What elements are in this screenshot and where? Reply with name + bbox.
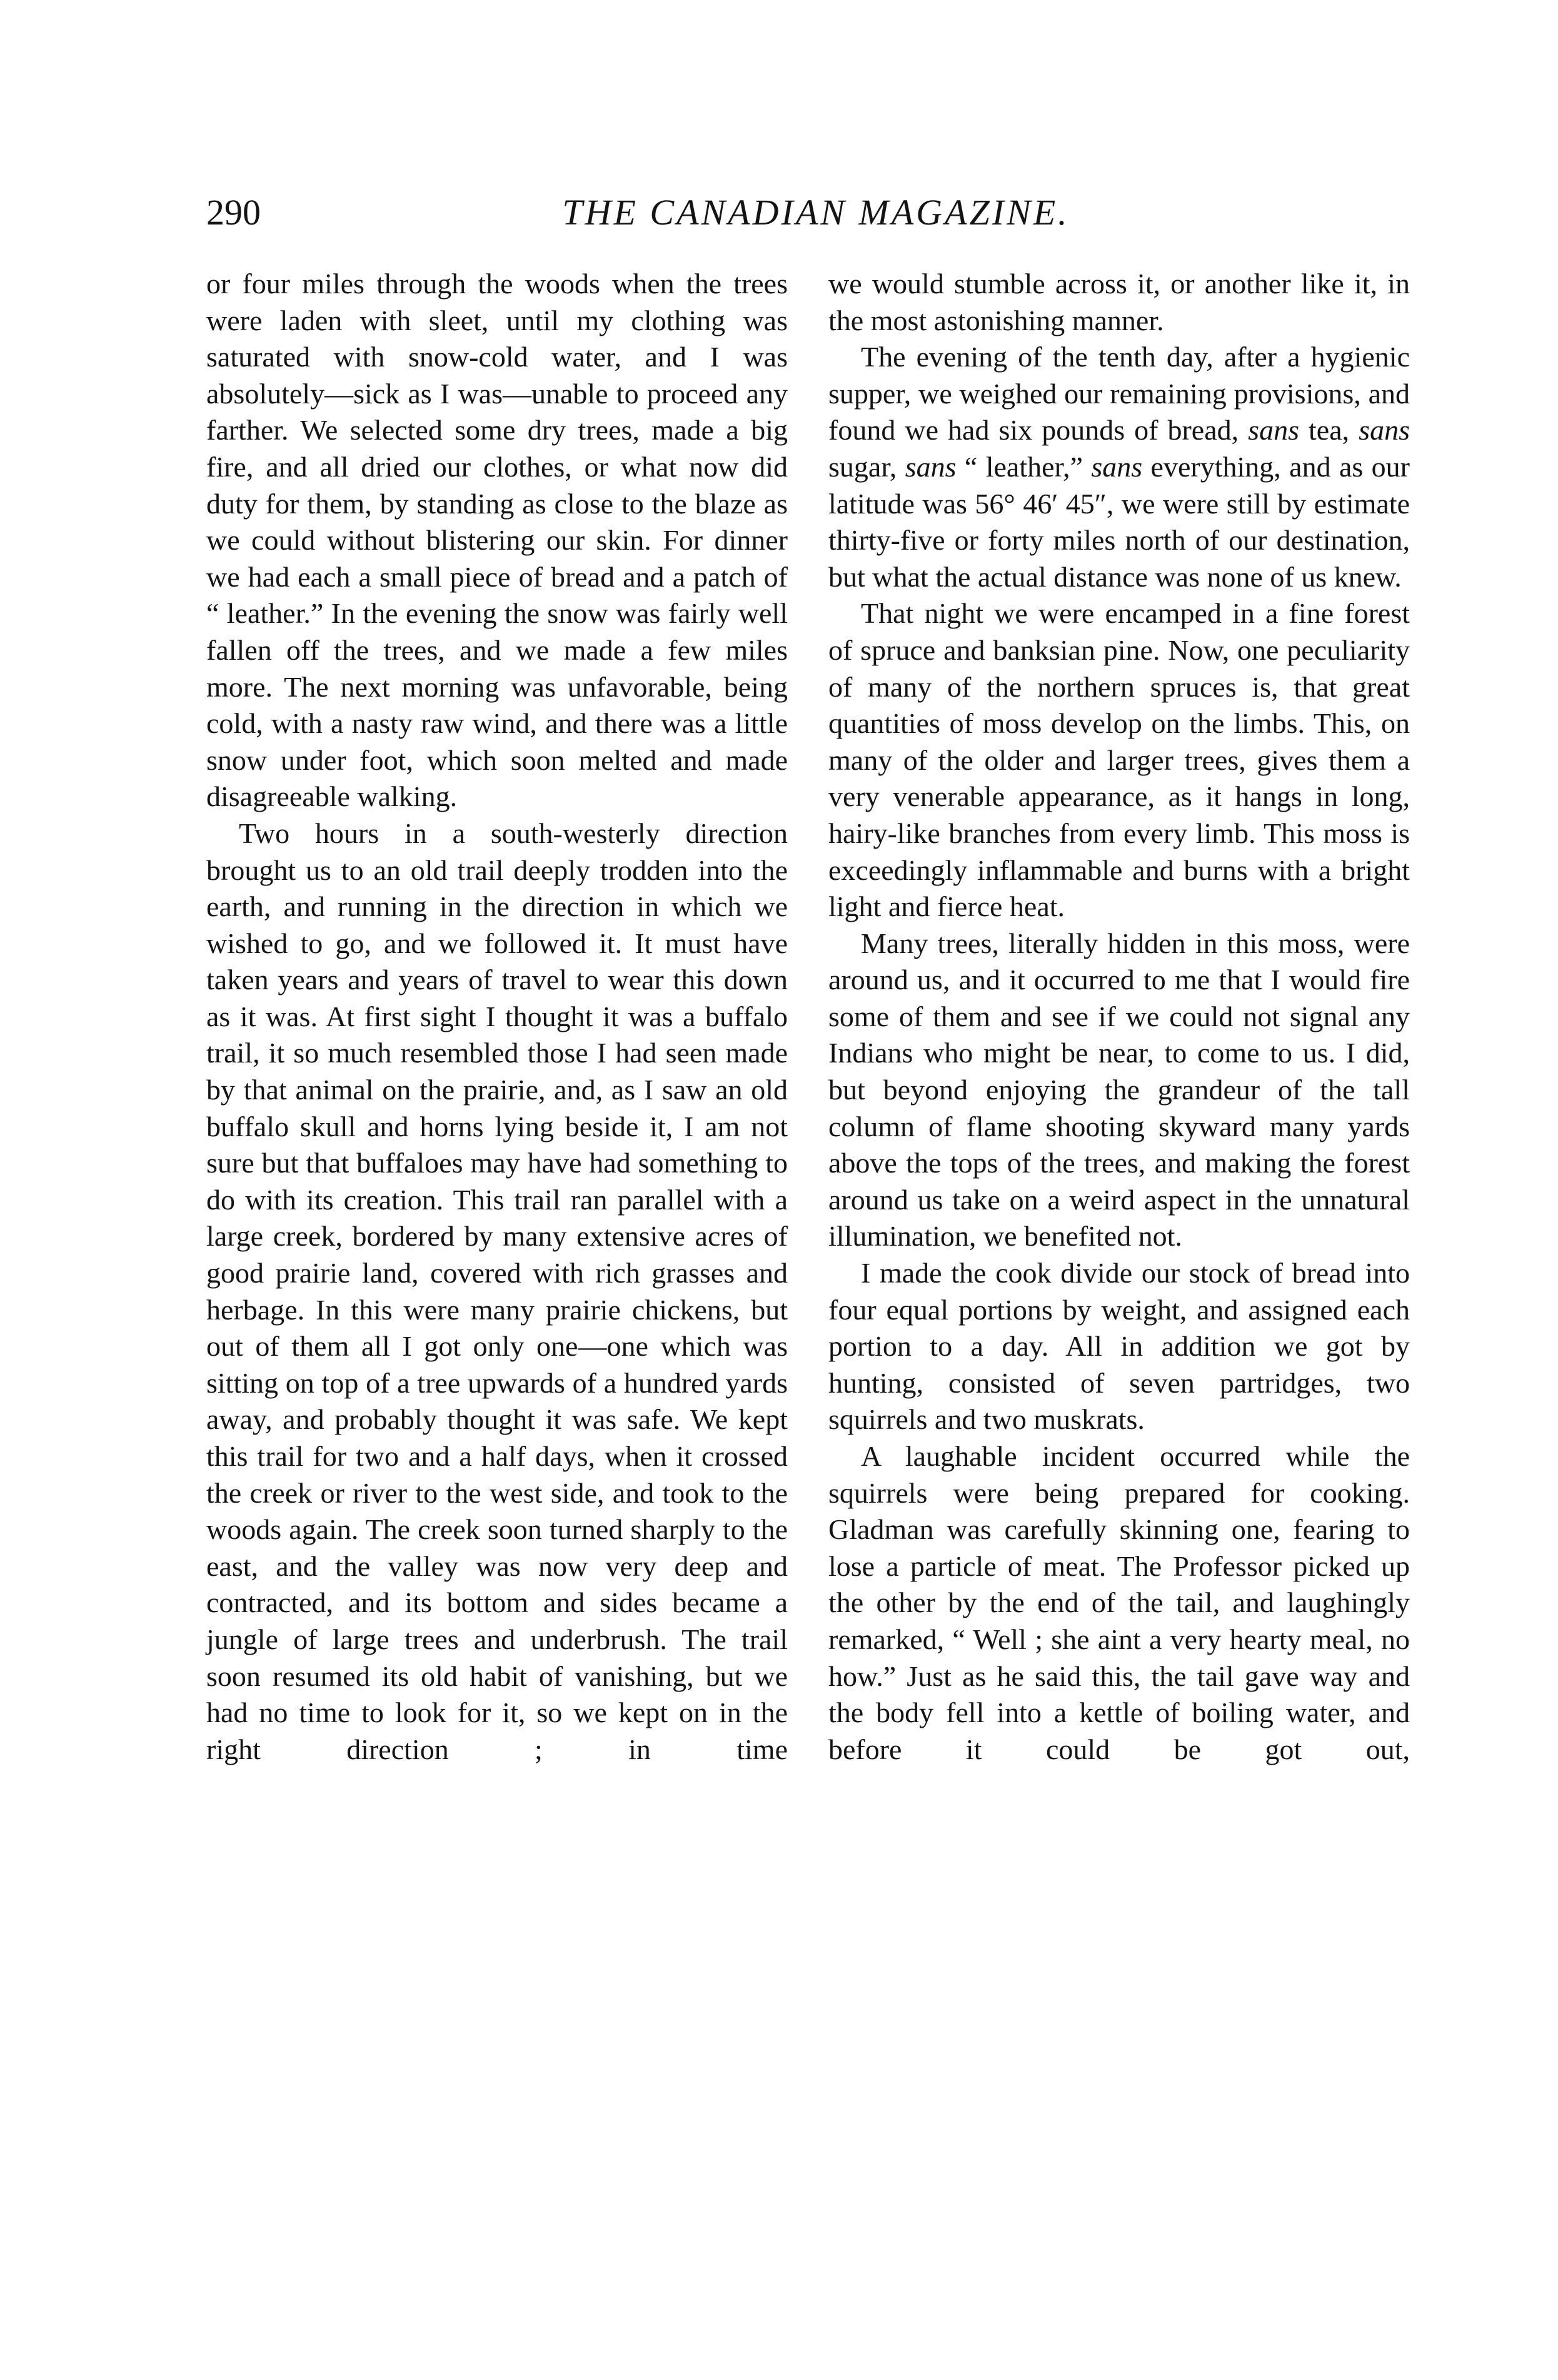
italic-word: sans [905, 450, 957, 483]
paragraph [828, 339, 1410, 595]
paragraph: we would stumble across it, or another like it, in the most astonishing manner. [828, 268, 1410, 336]
paragraph: A laughable incident occurred while the squirrels were being prepared for cooking. Gladman was carefully skinning one, fearing to lose a particle of meat. The Professor picked up the other by the end of the tail, and laughingly remarked, “ Well ; she aint a very hearty meal, no how.” Just as he said this, the tail gave way and the body fell into a kettle of boiling water, and before it could be got out, [828, 1440, 1410, 1765]
italic-word: sans [1091, 450, 1143, 483]
paragraph: I made the cook divide our stock of bread into four equal portions by weight, and assigned each portion to a day. All in addition we got by hunting, consisted of seven partridges, two squirrels and two muskrats. [828, 1257, 1410, 1436]
left-column [206, 266, 788, 1768]
paragraph-text: sugar, [828, 450, 905, 483]
paragraph-text: The evening of the tenth day, after a hygienic supper, we weighed our remaining provisions, and found we had six pounds of bread, [828, 341, 1410, 446]
italic-word: sans [1248, 414, 1299, 446]
right-column [828, 266, 1410, 1768]
page-number: 290 [206, 192, 261, 233]
paragraph: or four miles through the woods when the trees were laden with sleet, until my clothing was saturated with snow-cold water, and I was absolutely—sick as I was—unable to proceed any farther. We selected some dry trees, made a big fire, and all dried our clothes, or what now did duty for them, by standing as close to the blaze as we could without blistering our skin. For dinner we had each a small piece of bread and a patch of “ leather.” In the evening the snow was fairly well fallen off the trees, and we made a few miles more. The next morning was unfavorable, being cold, with a nasty raw wind, and there was a little snow under foot, which soon melted and made disagreeable walking. [206, 268, 788, 813]
paragraph: Two hours in a south-westerly direction brought us to an old trail deeply trodden into the earth, and running in the direction in which we wished to go, and we followed it. It must have taken years and years of travel to wear this down as it was. At first sight I thought it was a buffalo trail, it so much resembled those I had seen made by that animal on the prairie, and, as I saw an old buffalo skull and horns lying beside it, I am not sure but that buffaloes may have had something to do with its creation. This trail ran parallel with a large creek, bordered by many extensive acres of good prairie land, covered with rich grasses and herbage. In this were many prairie chickens, but out of them all I got only one—one which was sitting on top of a tree upwards of a hundred yards away, and probably thought it was safe. We kept this trail for two and a half days, when it crossed the creek or river to the west side, and took to the woods again. The creek soon turned sharply to the east, and the valley was now very deep and contracted, and its bottom and sides became a jungle of large trees and underbrush. The trail soon resumed its old habit of vanishing, but we had no time to look for it, so we kept on in the right direction ; in time [206, 817, 788, 1765]
italic-word: sans [1359, 414, 1410, 446]
paragraph: That night we were encamped in a fine forest of spruce and banksian pine. Now, one peculiarity of many of the northern spruces is, that great quantities of moss develop on the limbs. This, on many of the older and larger trees, gives them a very venerable appearance, as it hangs in long, hairy-like branches from every limb. This moss is exceedingly inflammable and burns with a bright light and fierce heat. [828, 597, 1410, 923]
paragraph-text: “ leather,” [956, 450, 1092, 483]
paragraph-text: tea, [1299, 414, 1359, 446]
paragraph: Many trees, literally hidden in this moss, were around us, and it occurred to me that I would fire some of them and see if we could not signal any Indians who might be near, to come to us. I did, but beyond enjoying the grandeur of the tall column of flame shooting skyward many yards above the tops of the trees, and making the forest around us take on a weird aspect in the unnatural illumination, we benefited not. [828, 927, 1410, 1253]
journal-title: THE CANADIAN MAGAZINE. [562, 192, 1070, 233]
paragraph-text: everything, and as our latitude was 56° 46′ 45″, we were still by estimate thirty-five or forty miles north of our destination, but what the actual distance was none of us knew. [828, 450, 1410, 593]
running-head [206, 188, 1425, 238]
